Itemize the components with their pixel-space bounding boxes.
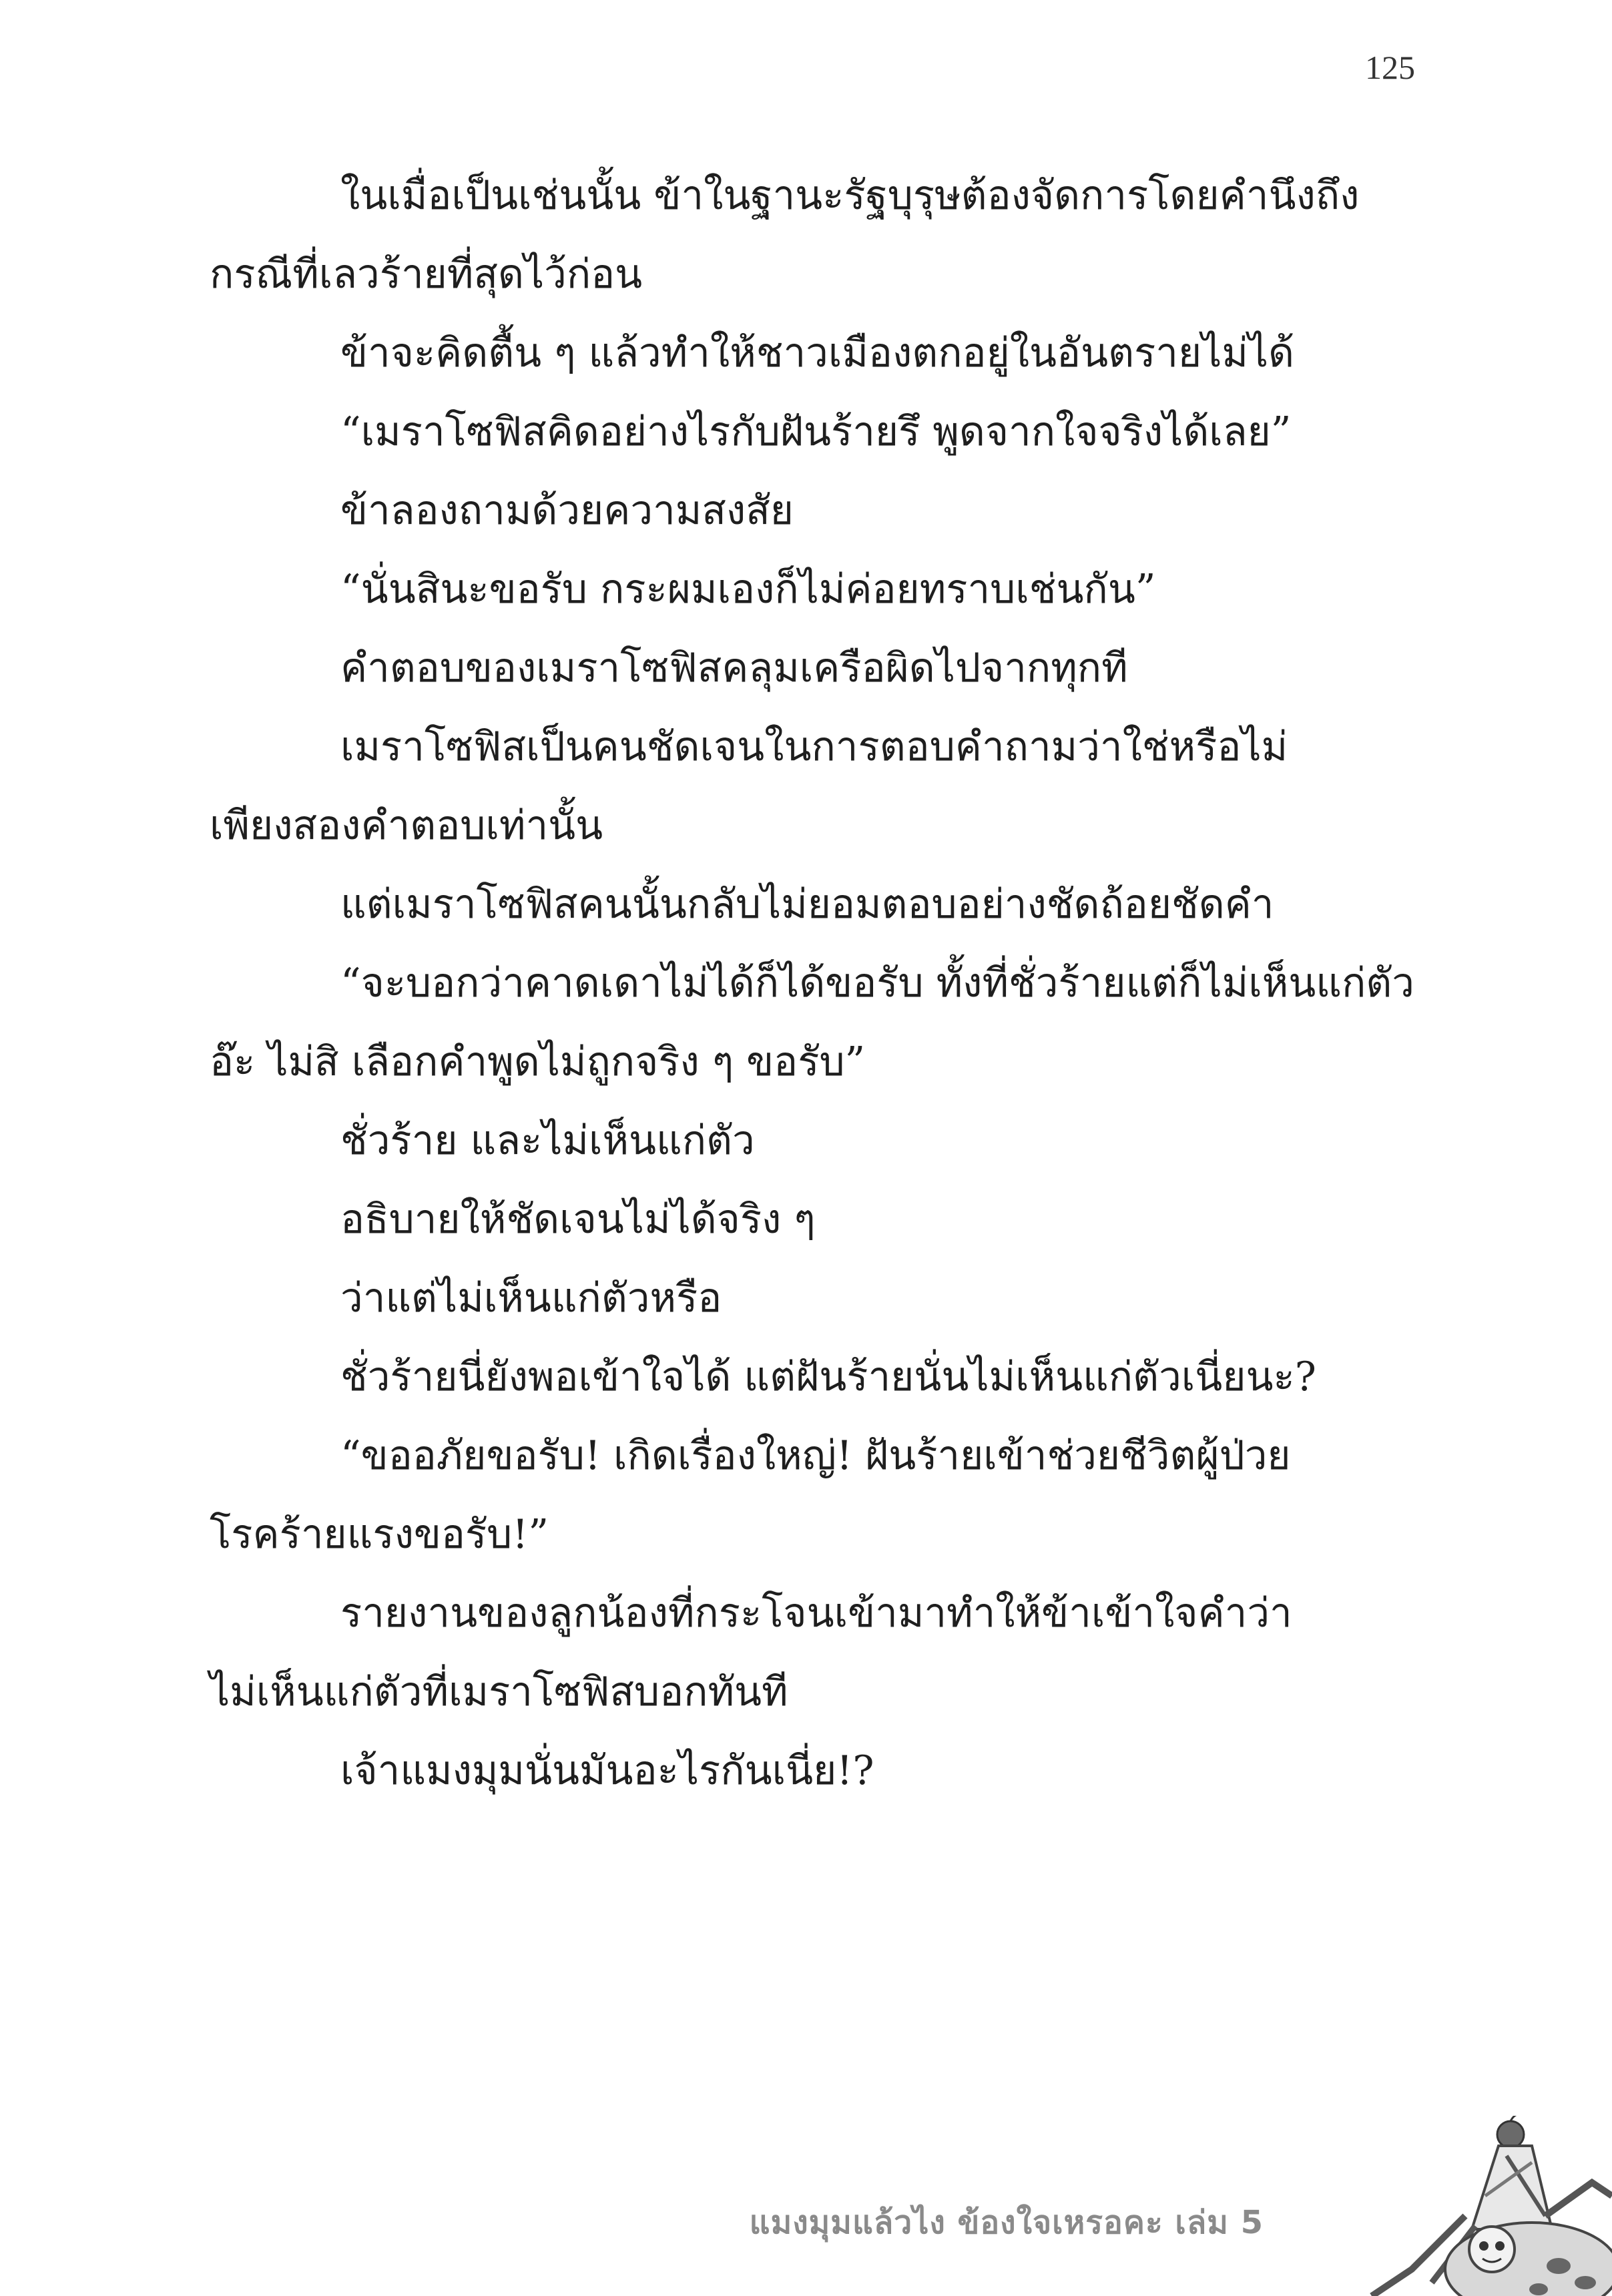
text-line: “ขออภัยขอรับ! เกิดเรื่องใหญ่! ฝันร้ายเข้าช่วยชีวิตผู้ป่วย: [340, 1432, 1291, 1479]
page-number: 125: [1365, 49, 1415, 86]
text-line: แต่เมราโซฟิสคนนั้นกลับไม่ยอมตอบอย่างชัดถ้อยชัดคำ: [340, 881, 1274, 928]
spider-mascot-icon: [1332, 2116, 1612, 2296]
text-line: ข้าจะคิดตื้น ๆ แล้วทำให้ชาวเมืองตกอยู่ในอันตรายไม่ได้: [340, 330, 1295, 376]
text-line: เมราโซฟิสเป็นคนชัดเจนในการตอบคำถามว่าใช่หรือไม่: [340, 724, 1288, 770]
text-line: “นั่นสินะขอรับ กระผมเองก็ไม่ค่อยทราบเช่นกัน”: [340, 566, 1156, 613]
body-text: [210, 156, 1415, 1810]
text-line: กรณีที่เลวร้ายที่สุดไว้ก่อน: [210, 251, 643, 298]
text-line: อ๊ะ ไม่สิ เลือกคำพูดไม่ถูกจริง ๆ ขอรับ”: [210, 1039, 866, 1085]
text-line: รายงานของลูกน้องที่กระโจนเข้ามาทำให้ข้าเข้าใจคำว่า: [340, 1590, 1292, 1637]
text-line: ในเมื่อเป็นเช่นนั้น ข้าในฐานะรัฐบุรุษต้องจัดการโดยคำนึงถึง: [340, 172, 1360, 219]
footer-book-title: แมงมุมแล้วไง ข้องใจเหรอคะ เล่ม 5: [749, 2204, 1264, 2241]
text-line: คำตอบของเมราโซฟิสคลุมเครือผิดไปจากทุกที: [340, 645, 1128, 691]
text-line: เจ้าแมงมุมนั่นมันอะไรกันเนี่ย!?: [340, 1747, 874, 1794]
text-line: อธิบายให้ชัดเจนไม่ได้จริง ๆ: [340, 1196, 816, 1243]
text-line: ว่าแต่ไม่เห็นแก่ตัวหรือ: [340, 1275, 722, 1322]
text-line: ไม่เห็นแก่ตัวที่เมราโซฟิสบอกทันที: [210, 1669, 788, 1715]
text-line: ชั่วร้าย และไม่เห็นแก่ตัว: [340, 1117, 755, 1164]
text-line: โรคร้ายแรงขอรับ!”: [210, 1511, 549, 1558]
text-line: เพียงสองคำตอบเท่านั้น: [210, 802, 603, 849]
text-line: ชั่วร้ายนี่ยังพอเข้าใจได้ แต่ฝันร้ายนั่นไม่เห็นแก่ตัวเนี่ยนะ?: [340, 1354, 1316, 1400]
text-line: “เมราโซฟิสคิดอย่างไรกับฝันร้ายรึ พูดจากใจจริงได้เลย”: [340, 408, 1292, 455]
text-line: “จะบอกว่าคาดเดาไม่ได้ก็ได้ขอรับ ทั้งที่ชั่วร้ายแต่ก็ไม่เห็นแก่ตัว: [340, 960, 1414, 1007]
text-line: ข้าลองถามด้วยความสงสัย: [340, 487, 794, 534]
